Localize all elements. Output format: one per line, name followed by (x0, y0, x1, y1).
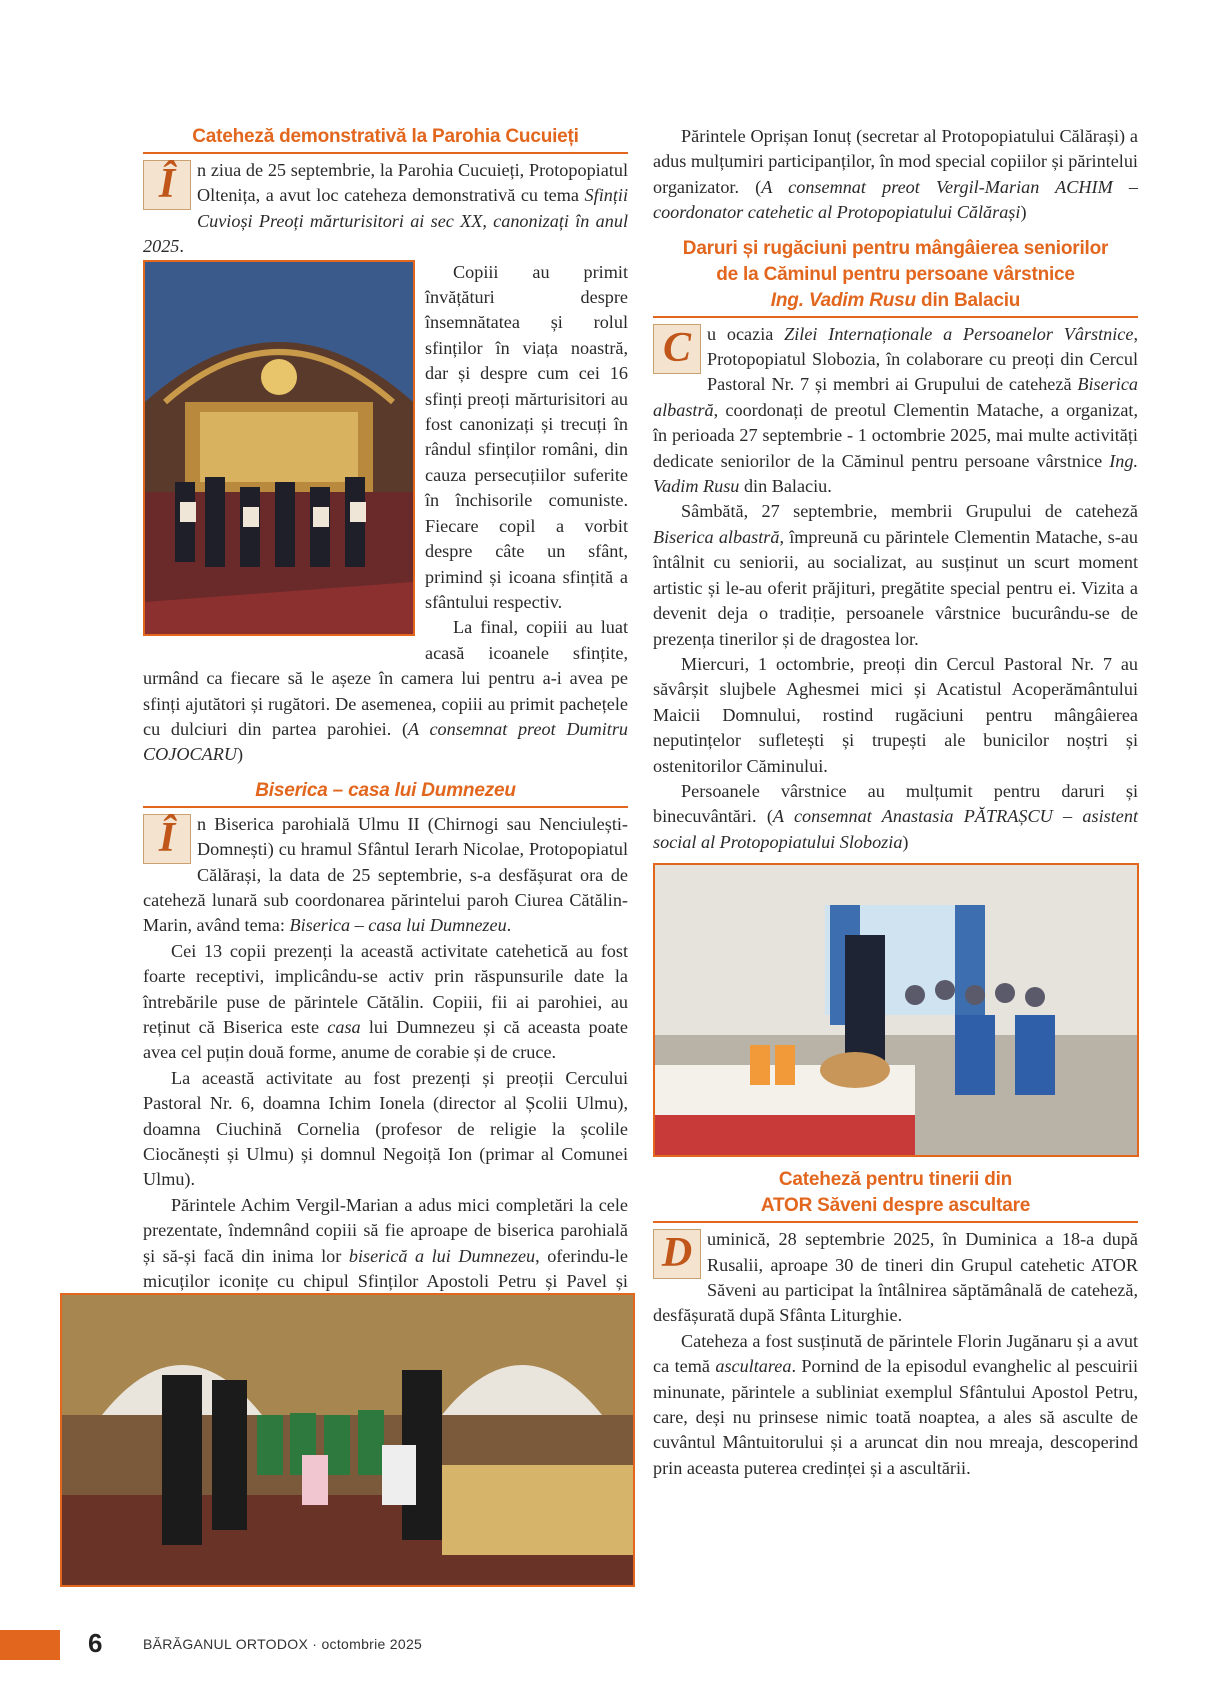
article-paragraph: Miercuri, 1 octombrie, preoți din Cercul Pastoral Nr. 7 au săvârșit slujbele Aghesmei mici și Acatistul Acoperământului Maicii Domnului, rostind rugăciuni pentru mângâierea neputințelor sufletești și trupești ale bunicilor noștri și ostenitorilor Căminului. (653, 653, 1138, 776)
article-paragraph: D uminică, 28 septembrie 2025, în Duminica a 18-a după Rusalii, aproape 30 de tineri din Grupul catehetic ATOR Săveni au participat la întâlnirea săptămânală de cateheză, desfășurată după Sfânta Liturghie. (653, 1229, 1138, 1326)
article-paragraph: Cei 13 copii prezenți la această activitate catehetică au fost foarte receptivi, implicându-se activ prin răspunsurile date la întrebările puse de părintele Cătălin. Copiii, fii ai parohiei, au reținut că Biserica este casa lui Dumnezeu și că aceasta poate avea cel puțin două forme, anume de corabie și de cruce. (143, 940, 628, 1063)
church-children-photo (143, 260, 415, 636)
article-paragraph: Părintele Achim Vergil-Marian a adus mici completări la cele prezentate, îndemnând copiii să fie aproape de biserica parohială și să-și facă din inima lor biserică a lui Dumnezeu, oferindu-le micuților iconițe cu chipul Sfinților Apostoli Petru și Pavel și (143, 1194, 629, 1292)
drop-cap: Î (143, 160, 191, 210)
footer-accent-bar (0, 1630, 60, 1660)
article-paragraph: Copiii au primit învățături despre însemnătatea și rolul sfinților în viața noastră, dar și despre cum cei 16 sfinți preoți mărturisitori au fost canonizați și trecuți în rândul sfinților români, din cauza persecuțiilor suferite în închisorile comuniste. Fiecare copil a vorbit despre câte un sfânt, primind și icoana sfințită a sfântului respectiv. (425, 261, 628, 612)
article-paragraph: Cateheza a fost susținută de părintele Florin Jugănaru și a avut ca temă ascultarea. Pornind de la episodul evanghelic al pescuirii minunate, părintele a subliniat exemplul Sfântului Apostol Petru, care, deși nu prinsese nimic toată noaptea, a ales să asculte de cuvântul Mântuitorului și a aruncat din nou mreaja, descoperind prin aceasta puterea credinței și a ascultării. (653, 1330, 1138, 1478)
church-interior-image (145, 262, 413, 634)
article-title-cucuieti: Cateheză demonstrativă la Parohia Cucuieți (192, 126, 579, 147)
left-column (143, 124, 628, 1320)
group-image (62, 1295, 633, 1585)
article-title-biserica: Biserica – casa lui Dumnezeu (255, 779, 516, 801)
article-paragraph: La final, copiii au luat acasă icoanele sfințite, urmând ca fiecare să le așeze în camera lui pentru a-i avea pe sfinți ajutători și rugători. De asemenea, copiii au primit pachețele cu dulciuri din partea parohiei. (A consemnat preot Dumitru COJOCARU) (143, 617, 628, 765)
article-paragraph: Î n ziua de 25 septembrie, la Parohia Cucuieți, Protopopiatul Oltenița, a avut loc cateheza demonstrativă cu tema Sfinții Cuvioși Preoți mărturisitori ai sec XX, canonizați în anul 2025. (143, 160, 628, 257)
seniors-image (655, 865, 1137, 1155)
article-paragraph: Î n Biserica parohială Ulmu II (Chirnogi sau Nenciulești-Domnești) cu hramul Sfântul Ierarh Nicolae, Protopopiatul Călărași, la data de 25 septembrie, s-a desfășurat ora de cateheză lunară sub coordonarea părintelui paroh Ciurea Cătălin-Marin, având tema: Biserica – casa lui Dumnezeu. (143, 813, 628, 936)
drop-cap: Î (143, 814, 191, 864)
title-rule (653, 316, 1138, 318)
publication-footer: BĂRĂGANUL ORTODOX · octombrie 2025 (143, 1636, 423, 1652)
title-rule (143, 806, 628, 808)
right-column (653, 124, 1138, 1481)
title-rule (143, 152, 628, 154)
article-title-ator: Cateheză pentru tinerii din ATOR Săveni despre ascultare (760, 1169, 1031, 1217)
drop-cap: D (653, 1229, 701, 1279)
page-number: 6 (88, 1628, 103, 1658)
drop-cap: C (653, 324, 701, 374)
article-paragraph: La această activitate au fost prezenți și preoții Cercului Pastoral Nr. 6, doamna Ichim Ionela (director al Școlii Ulmu), doamna Ciuchină Cornelia (profesor de religie la școlile Ciocănești și Ulmu) și domnul Negoiță Ion (primar al Comunei Ulmu). (143, 1067, 628, 1190)
article-paragraph: Sâmbătă, 27 septembrie, membrii Grupului de cateheză Biserica albastră, împreună cu părintele Clementin Matache, s-au întâlnit cu seniorii, au socializat, au susținut un scurt moment artistic și le-au oferit prăjituri, pregătite special pentru ei. Vizita a devenit deja o tradiție, persoanele vârstnice bucurându-se de prezența tinerilor și de dragostea lor. (653, 501, 1138, 649)
article-paragraph: Părintele Oprișan Ionuț (secretar al Protopopiatului Călărași) a adus mulțumiri participanților, în mod special copiilor și părintelui organizator. (A consemnat preot Vergil-Marian ACHIM – coordonator catehetic al Protopopiatului Călărași) (653, 126, 1138, 223)
article-paragraph: C u ocazia Zilei Internaționale a Persoanelor Vârstnice, Protopopiatul Slobozia, în colaborare cu preoți din Cercul Pastoral Nr. 7 și membri ai Grupului de cateheză Biserica albastră, coordonați de preotul Clementin Matache, a organizat, în perioada 27 septembrie - 1 octombrie 2025, mai multe activități dedicate seniorilor de la Căminul pentru persoane vârstnice Ing. Vadim Rusu din Balaciu. (653, 323, 1139, 497)
seniors-home-photo (653, 863, 1139, 1157)
article-paragraph: Persoanele vârstnice au mulțumit pentru daruri și binecuvântări. (A consemnat Anastasia PĂTRAȘCU – asistent social al Protopopiatului Slobozia) (653, 780, 1138, 852)
title-rule (653, 1221, 1138, 1223)
article-title-seniori: Daruri și rugăciuni pentru mângâierea seniorilor de la Căminul pentru persoane vârstnice Ing. Vadim Rusu din Balaciu (682, 237, 1109, 311)
parish-group-photo (60, 1293, 635, 1587)
